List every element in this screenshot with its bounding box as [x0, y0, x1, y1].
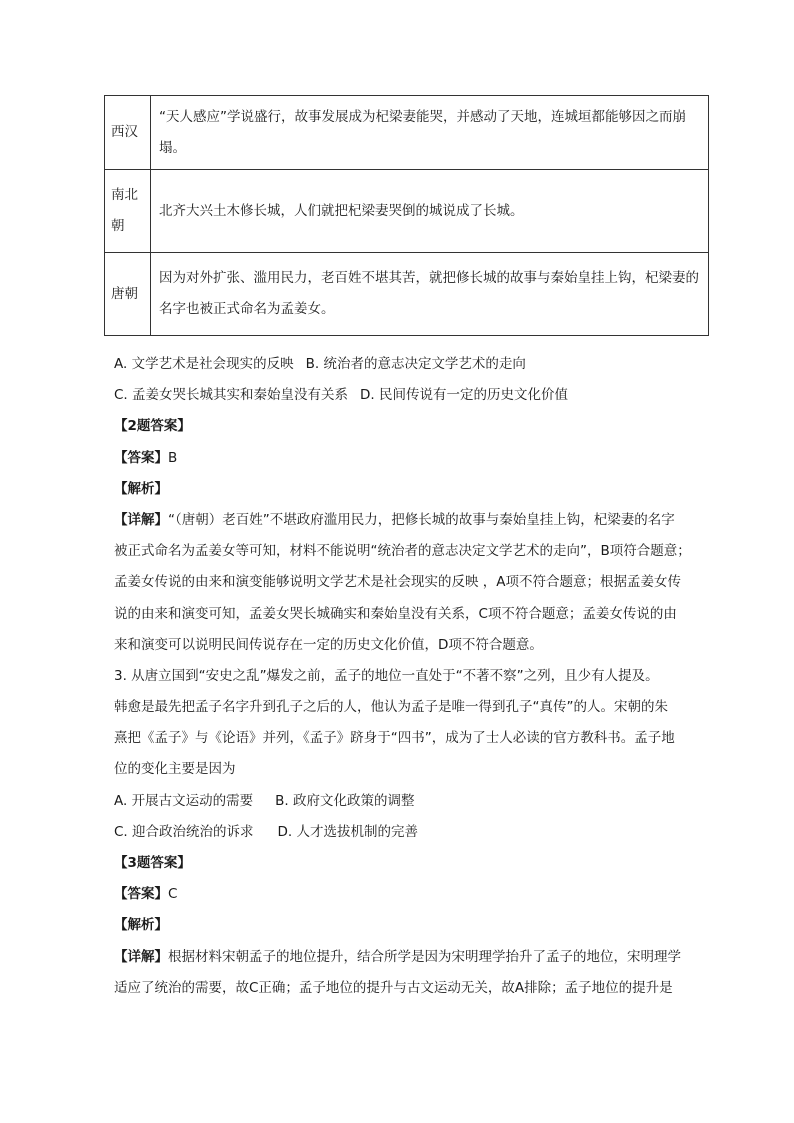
q2-detail-line-5: 来和演变可以说明民间传说存在一定的历史文化价值，D项不符合题意。	[114, 636, 543, 653]
q2-analysis-header: 【解析】	[114, 480, 168, 497]
q3-answer-header: 【3题答案】	[114, 855, 191, 871]
era-cell: 西汉	[105, 96, 151, 170]
q3-answer-value: C	[168, 886, 178, 903]
q3-stem-line-2: 韩愈是最先把孟子名字升到孔子之后的人，他认为孟子是唯一得到孔子“真传”的人。宋朝的朱	[114, 699, 668, 716]
q2-option-b: B. 统治者的意志决定文学艺术的走向	[305, 356, 526, 372]
q2-detail-line-1	[114, 505, 714, 536]
q2-detail-line-2: 被正式命名为孟姜女等可知，材料不能说明“统治者的意志决定文学艺术的走向”，B项符合题意；	[114, 543, 691, 560]
era-table	[104, 95, 709, 336]
q3-detail-line-2: 适应了统治的需要，故C正确；孟子地位的提升与古文运动无关，故A排除；孟子地位的提升是	[114, 979, 673, 996]
q2-answer-value: B	[168, 449, 178, 466]
table-row	[105, 253, 709, 336]
q2-option-a: A. 文学艺术是社会现实的反映	[114, 356, 294, 372]
q3-option-b: B. 政府文化政策的调整	[275, 792, 415, 809]
detail-label: 【详解】	[114, 948, 168, 965]
table-row	[105, 170, 709, 253]
q2-options-row-2	[114, 380, 714, 411]
q2-detail-text: “（唐朝）老百姓”不堪政府滥用民力，把修长城的故事与秦始皇挂上钩，杞梁妻的名字	[168, 511, 675, 528]
q3-stem-line-1: 3. 从唐立国到“安史之乱”爆发之前，孟子的地位一直处于“不著不察”之列，且少有人提及。	[114, 667, 659, 684]
q2-detail-line-4: 说的由来和演变可知，孟姜女哭长城确实和秦始皇没有关系，C项不符合题意；孟姜女传说的由	[114, 605, 677, 622]
q3-detail-line-1	[114, 942, 714, 973]
q2-option-d: D. 民间传说有一定的历史文化价值	[360, 387, 568, 404]
q3-answer-line	[114, 879, 714, 910]
desc-cell: “天人感应”学说盛行，故事发展成为杞梁妻能哭，并感动了天地，连城垣都能够因之而崩塌。	[151, 96, 709, 170]
desc-cell: 因为对外扩张、滥用民力，老百姓不堪其苦，就把修长城的故事与秦始皇挂上钩，杞梁妻的名字也被正式命名为孟姜女。	[151, 253, 709, 336]
q3-stem-line-4: 位的变化主要是因为	[114, 761, 236, 778]
q2-detail-line-3: 孟姜女传说的由来和演变能够说明文学艺术是社会现实的反映 ，A项不符合题意；根据孟姜女传	[114, 574, 682, 591]
table-row	[105, 96, 709, 170]
q3-analysis-header: 【解析】	[114, 917, 168, 934]
q3-options-row-2	[114, 817, 714, 848]
q2-option-c: C. 孟姜女哭长城其实和秦始皇没有关系	[114, 387, 349, 404]
q2-options-row-1	[114, 349, 714, 380]
q2-answer-line	[114, 443, 714, 474]
q3-options-row-1	[114, 786, 714, 817]
era-cell: 唐朝	[105, 253, 151, 336]
era-cell: 南北朝	[105, 170, 151, 253]
q3-detail-text: 根据材料宋朝孟子的地位提升，结合所学是因为宋明理学抬升了孟子的地位，宋明理学	[168, 948, 681, 965]
q3-stem-line-3: 熹把《孟子》与《论语》并列，《孟子》跻身于“四书”，成为了士人必读的官方教科书。孟子地	[114, 730, 675, 747]
desc-cell: 北齐大兴土木修长城，人们就把杞梁妻哭倒的城说成了长城。	[151, 170, 709, 253]
q3-option-d: D. 人才选拔机制的完善	[277, 823, 418, 840]
q2-answer-header: 【2题答案】	[114, 418, 191, 435]
q3-option-a: A. 开展古文运动的需要	[114, 792, 254, 809]
q3-option-c: C. 迎合政治统治的诉求	[114, 823, 254, 840]
answer-label: 【答案】	[114, 449, 168, 466]
detail-label: 【详解】	[114, 511, 168, 528]
answer-label: 【答案】	[114, 886, 168, 903]
body-text	[114, 349, 714, 1004]
